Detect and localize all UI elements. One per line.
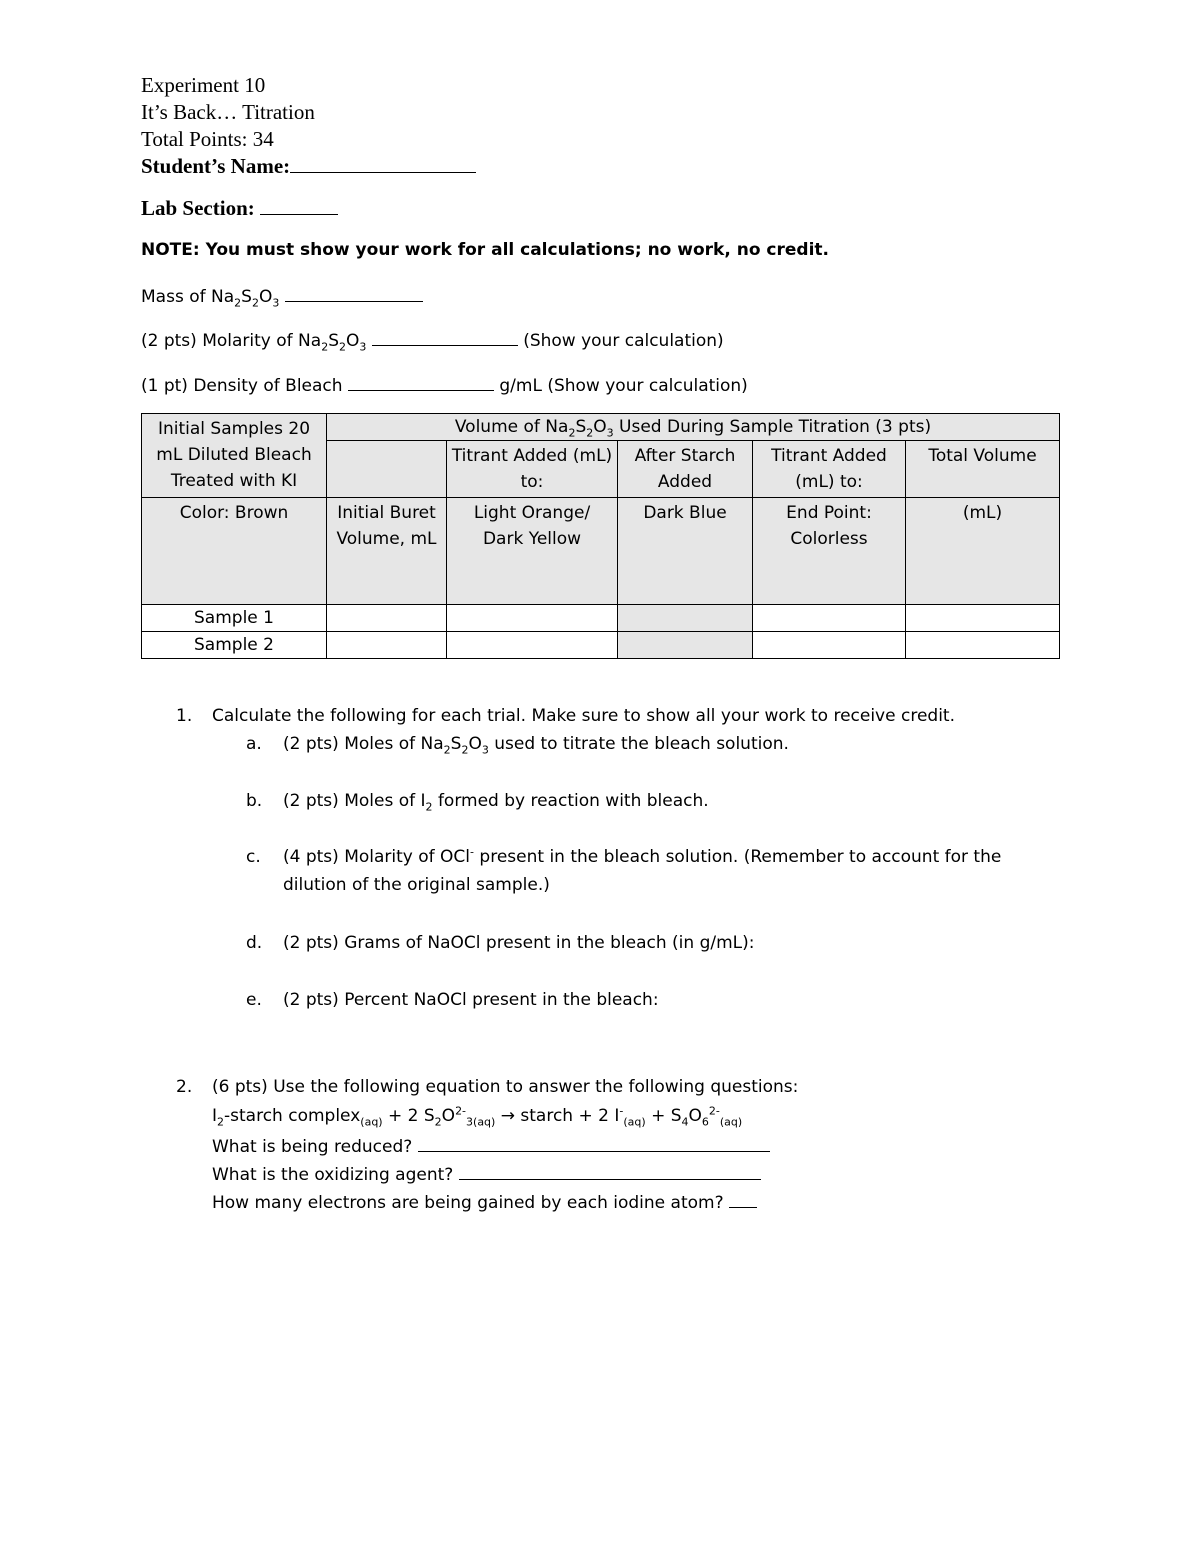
- group-header: Volume of $Na_2S_2O_3$ Used During Sample Titration (3 pts): [327, 414, 1060, 441]
- q1d-text: (2 pts) Grams of NaOCl present in the bleach (in g/mL):: [283, 933, 755, 953]
- sample-1-label: Sample 1: [142, 605, 327, 632]
- eq-plus: + S: [651, 1106, 682, 1126]
- density-label: (1 pt) Density of Bleach: [141, 376, 343, 396]
- total-points: Total Points: 34: [141, 127, 274, 151]
- mass-blank[interactable]: [285, 285, 423, 302]
- blank-header: [327, 441, 447, 498]
- reduced-blank[interactable]: [418, 1135, 770, 1152]
- sample-2-cell[interactable]: [906, 632, 1060, 659]
- end-point: End Point: Colorless: [753, 498, 906, 605]
- sample-2-cell[interactable]: [327, 632, 447, 659]
- q1c-suffix: present in the bleach solution. (Remember to account for the dilution of the original sample.): [283, 847, 1002, 895]
- mass-label: Mass of Na: [141, 287, 235, 307]
- q1a-text: (2 pts) Moles of $Na_2S_2O_3$ used to titrate the bleach solution.: [283, 734, 789, 757]
- electrons-label: How many electrons are being gained by each iodine atom?: [212, 1193, 724, 1213]
- note: NOTE: You must show your work for all calculations; no work, no credit.: [141, 240, 829, 260]
- lab-section-row: [141, 195, 338, 222]
- sample-2-cell[interactable]: [447, 632, 618, 659]
- mass-row: Mass of $Na_2S_2O_3$: [141, 285, 423, 307]
- corner-header: Initial Samples 20 mL Diluted Bleach Treated with KI: [142, 414, 327, 498]
- q2-text: (6 pts) Use the following equation to answer the following questions:: [212, 1077, 799, 1097]
- experiment-title: Experiment 10: [141, 73, 266, 97]
- titration-table: [141, 413, 1060, 659]
- density-blank[interactable]: [348, 374, 494, 391]
- molarity-row: (2 pts) Molarity of $Na_2S_2O_3$ (Show your calculation): [141, 331, 724, 354]
- q1c-prefix: (4 pts) Molarity of OCl: [283, 847, 471, 867]
- reduced-label: What is being reduced?: [212, 1137, 413, 1157]
- q1c-text: (4 pts) Molarity of OCl- present in the bleach solution. (Remember to account for the dilution of the original sample.): [283, 845, 1002, 895]
- eq-i: I: [212, 1106, 218, 1126]
- experiment-subtitle: It’s Back… Titration: [141, 100, 315, 124]
- group-header-suffix: Used During Sample Titration (3 pts): [619, 417, 932, 437]
- q1e-text: (2 pts) Percent NaOCl present in the bleach:: [283, 990, 659, 1010]
- q1a-prefix: (2 pts) Moles of Na: [283, 734, 444, 754]
- q1d-letter: d.: [246, 933, 263, 953]
- row-color: Color: Brown: [142, 498, 327, 605]
- eq-mid: + 2 S: [388, 1106, 435, 1126]
- student-name-row: [141, 153, 476, 180]
- sample-1-cell[interactable]: [753, 605, 906, 632]
- group-header-prefix: Volume of Na: [454, 417, 569, 437]
- q1-text: Calculate the following for each trial. Make sure to show all your work to receive credit.: [212, 706, 955, 726]
- col-total-volume: Total Volume: [906, 441, 1060, 498]
- molarity-suffix: (Show your calculation): [523, 331, 724, 351]
- q2-oxidizing-row: [212, 1163, 761, 1185]
- molarity-label: (2 pts) Molarity of Na: [141, 331, 322, 351]
- col-after-starch: After Starch Added: [618, 441, 753, 498]
- q1b-letter: b.: [246, 791, 263, 811]
- sample-1-cell[interactable]: [618, 605, 753, 632]
- electrons-blank[interactable]: [729, 1191, 757, 1208]
- q1a-letter: a.: [246, 734, 262, 754]
- light-orange: Light Orange/ Dark Yellow: [447, 498, 618, 605]
- q2-electrons-row: [212, 1191, 757, 1213]
- ml-unit: (mL): [906, 498, 1060, 605]
- student-name-blank[interactable]: [290, 156, 476, 173]
- eq-complex: -starch complex: [224, 1106, 361, 1126]
- oxidizing-label: What is the oxidizing agent?: [212, 1165, 454, 1185]
- q2-equation: $I_2$-starch complex$_{(aq)}$ + 2 $S_2O^{2-}_{3(aq)}$ → starch + 2 $I^-_{(aq)} + S_4O_6^{2-}_{(aq)}$: [212, 1104, 743, 1129]
- dark-blue: Dark Blue: [618, 498, 753, 605]
- q1b-text: (2 pts) Moles of $I_2$ formed by reaction with bleach.: [283, 791, 709, 814]
- sample-1-cell[interactable]: [447, 605, 618, 632]
- col-titrant-added-2: Titrant Added (mL) to:: [753, 441, 906, 498]
- q1-number: 1.: [176, 706, 193, 726]
- sample-2-cell[interactable]: [753, 632, 906, 659]
- sample-2-cell[interactable]: [618, 632, 753, 659]
- q1b-prefix: (2 pts) Moles of I: [283, 791, 426, 811]
- q2-number: 2.: [176, 1077, 193, 1097]
- lab-section-label: Lab Section:: [141, 196, 255, 220]
- col-titrant-added-1: Titrant Added (mL) to:: [447, 441, 618, 498]
- q1e-letter: e.: [246, 990, 262, 1010]
- molarity-blank[interactable]: [372, 329, 518, 346]
- q1b-suffix: formed by reaction with bleach.: [437, 791, 709, 811]
- oxidizing-blank[interactable]: [459, 1163, 761, 1180]
- q1c-letter: c.: [246, 847, 261, 867]
- sample-2-label: Sample 2: [142, 632, 327, 659]
- eq-arrow: → starch + 2 I: [500, 1106, 620, 1126]
- lab-section-blank[interactable]: [260, 198, 338, 215]
- density-row: [141, 374, 748, 396]
- initial-buret: Initial Buret Volume, mL: [327, 498, 447, 605]
- density-suffix: g/mL (Show your calculation): [499, 376, 748, 396]
- student-name-label: Student’s Name:: [141, 154, 291, 178]
- q1a-suffix: used to titrate the bleach solution.: [494, 734, 789, 754]
- q2-reduced-row: [212, 1135, 770, 1157]
- sample-1-cell[interactable]: [327, 605, 447, 632]
- sample-1-cell[interactable]: [906, 605, 1060, 632]
